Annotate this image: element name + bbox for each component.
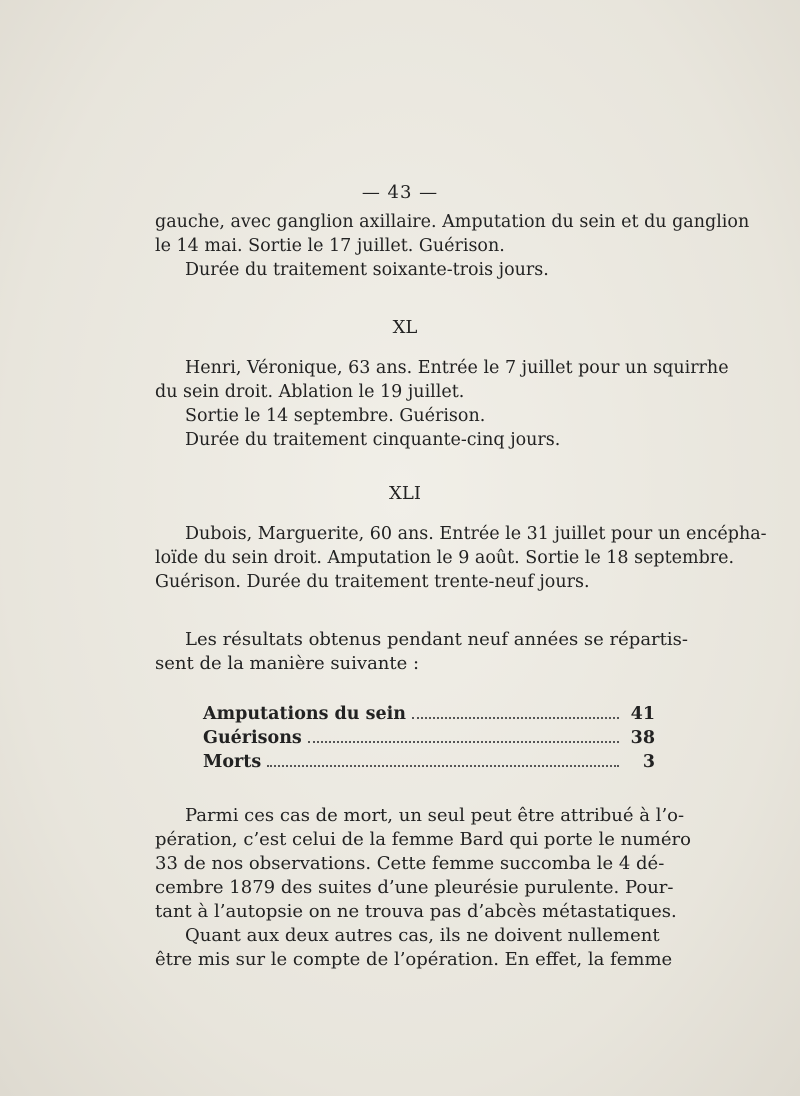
observation-line: Durée du traitement cinquante-cinq jours.	[185, 430, 561, 450]
section-heading-xl: XL	[392, 317, 418, 338]
paragraph-line: cembre 1879 des suites d’une pleurésie purulente. Pour-	[155, 877, 674, 898]
paragraph-line: Quant aux deux autres cas, ils ne doivent nullement	[185, 925, 660, 946]
dot-leader	[308, 741, 619, 743]
stat-label: Guérisons	[203, 728, 302, 748]
page-body	[155, 210, 767, 972]
intro-line: le 14 mai. Sortie le 17 juillet. Guérison.	[155, 236, 505, 256]
observation-line: loïde du sein droit. Amputation le 9 août. Sortie le 18 septembre.	[155, 548, 735, 568]
dot-leader	[412, 717, 619, 719]
stat-label: Amputations du sein	[203, 704, 406, 724]
intro-line: Durée du traitement soixante-trois jours.	[185, 260, 549, 280]
stat-label: Morts	[203, 752, 262, 772]
paragraph-line: être mis sur le compte de l’opération. En effet, la femme	[155, 949, 673, 970]
paragraph-line: pération, c’est celui de la femme Bard qui porte le numéro	[155, 829, 691, 850]
page-number: — 43 —	[361, 182, 439, 203]
stat-row-amputations	[155, 702, 655, 726]
paragraph-line: Parmi ces cas de mort, un seul peut être attribué à l’o-	[185, 805, 685, 826]
observation-line: Guérison. Durée du traitement trente-neuf jours.	[155, 572, 590, 592]
dot-leader	[267, 765, 619, 767]
observation-line: Dubois, Marguerite, 60 ans. Entrée le 31 juillet pour un encépha-	[185, 524, 767, 544]
stat-value: 41	[630, 704, 655, 724]
observation-line: Henri, Véronique, 63 ans. Entrée le 7 juillet pour un squirrhe	[185, 358, 729, 378]
stat-value: 38	[630, 728, 655, 748]
observation-line: du sein droit. Ablation le 19 juillet.	[155, 382, 465, 402]
stat-value: 3	[642, 752, 655, 772]
stat-row-guerisons	[155, 726, 655, 750]
paragraph-line: tant à l’autopsie on ne trouva pas d’abcès métastatiques.	[155, 901, 677, 922]
section-heading-xli: XLI	[389, 483, 421, 504]
observation-line: Sortie le 14 septembre. Guérison.	[185, 406, 486, 426]
results-line: Les résultats obtenus pendant neuf années se répartis-	[185, 629, 688, 650]
paragraph-line: 33 de nos observations. Cette femme succomba le 4 dé-	[155, 853, 665, 874]
intro-line: gauche, avec ganglion axillaire. Amputation du sein et du ganglion	[155, 212, 750, 232]
stat-row-morts	[155, 750, 655, 774]
results-line: sent de la manière suivante :	[155, 653, 420, 674]
